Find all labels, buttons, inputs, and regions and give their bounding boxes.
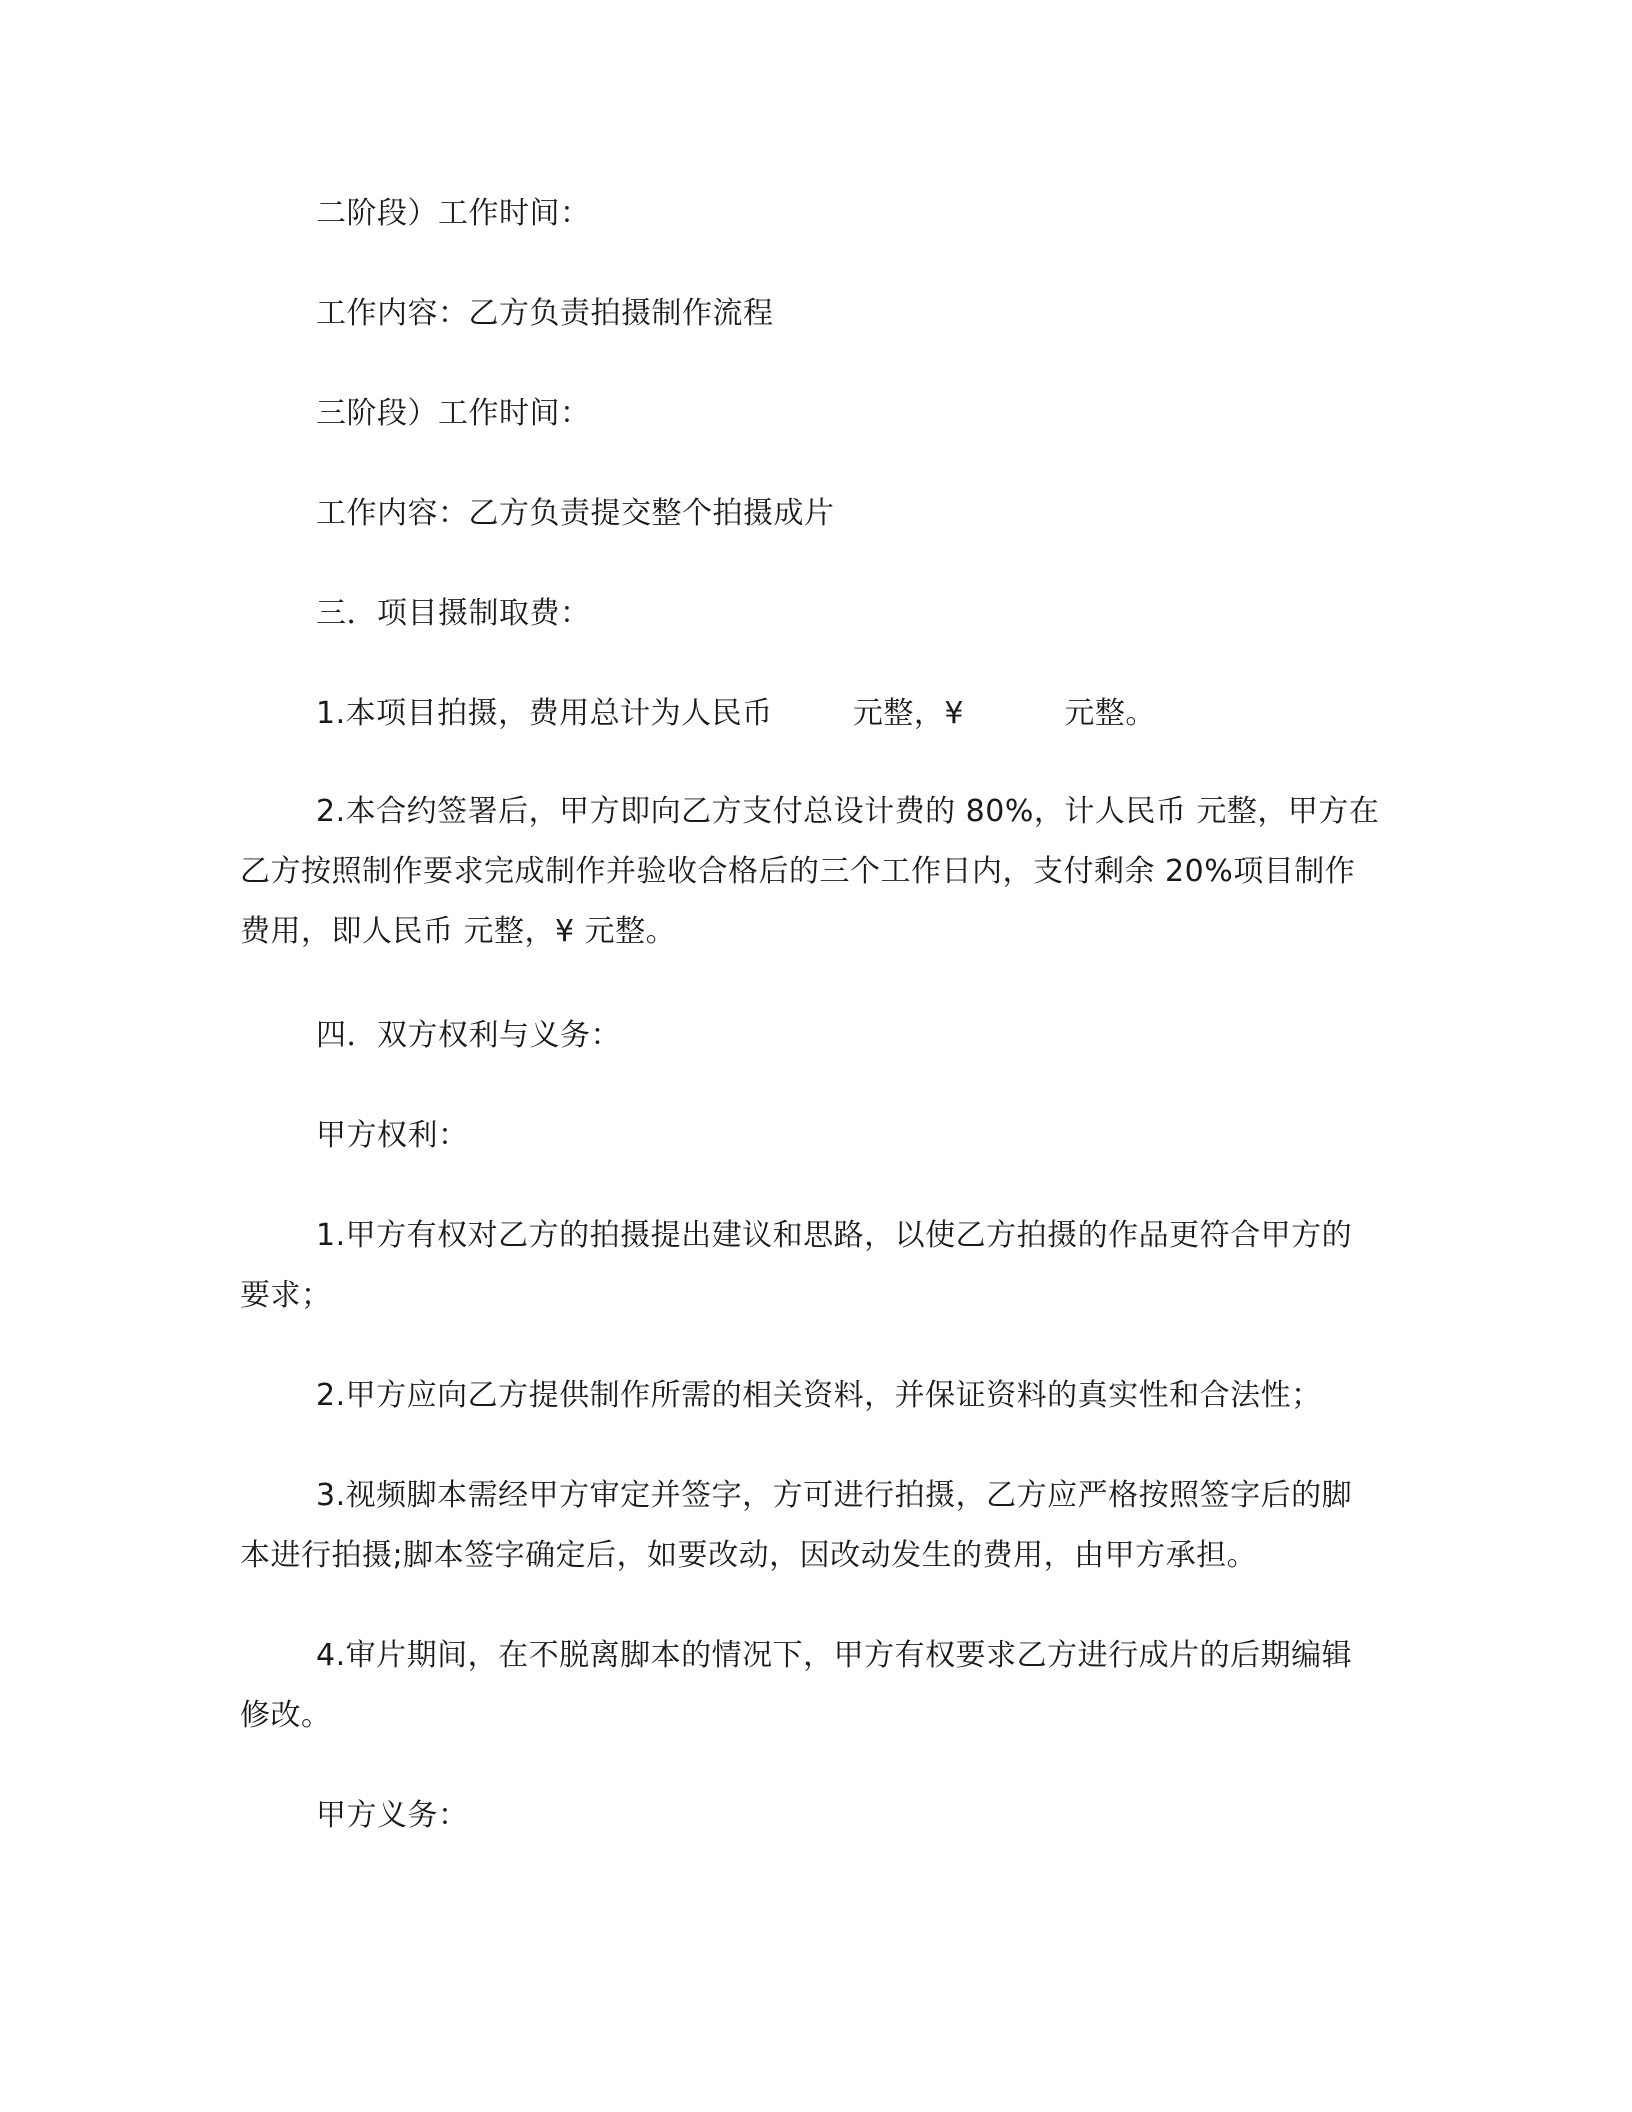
party-a-rights-heading: 甲方权利： <box>316 1118 469 1153</box>
section-three-heading: 三．项目摄制取费： <box>316 596 591 631</box>
party-a-right-2: 2.甲方应向乙方提供制作所需的相关资料，并保证资料的真实性和合法性； <box>316 1378 1322 1413</box>
stage-three-time: 三阶段）工作时间： <box>316 396 591 431</box>
section-four-heading: 四．双方权利与义务： <box>316 1018 621 1053</box>
party-a-obligations-heading: 甲方义务： <box>316 1798 469 1833</box>
stage-three-content: 工作内容：乙方负责提交整个拍摄成片 <box>316 496 835 531</box>
party-a-right-1: 1.甲方有权对乙方的拍摄提出建议和思路，以使乙方拍摄的作品更符合甲方的要求； <box>240 1218 1353 1313</box>
party-a-right-3: 3.视频脚本需经甲方审定并签字，方可进行拍摄，乙方应严格按照签字后的脚本进行拍摄;脚本签字确定后，如要改动，因改动发生的费用，由甲方承担。 <box>240 1478 1353 1573</box>
payment-clause: 2.本合约签署后，甲方即向乙方支付总设计费的 80%，计人民币 元整，甲方在乙方按照制作要求完成制作并验收合格后的三个工作日内，支付剩余 20%项目制作费用，即人民币 元整，¥ 元整。 <box>240 794 1380 949</box>
party-a-right-4: 4.审片期间，在不脱离脚本的情况下，甲方有权要求乙方进行成片的后期编辑修改。 <box>240 1638 1353 1733</box>
stage-two-time: 二阶段）工作时间： <box>316 196 591 231</box>
fee-total-clause: 1.本项目拍摄，费用总计为人民币 元整，¥ 元整。 <box>316 696 1156 731</box>
stage-two-content: 工作内容：乙方负责拍摄制作流程 <box>316 296 774 331</box>
